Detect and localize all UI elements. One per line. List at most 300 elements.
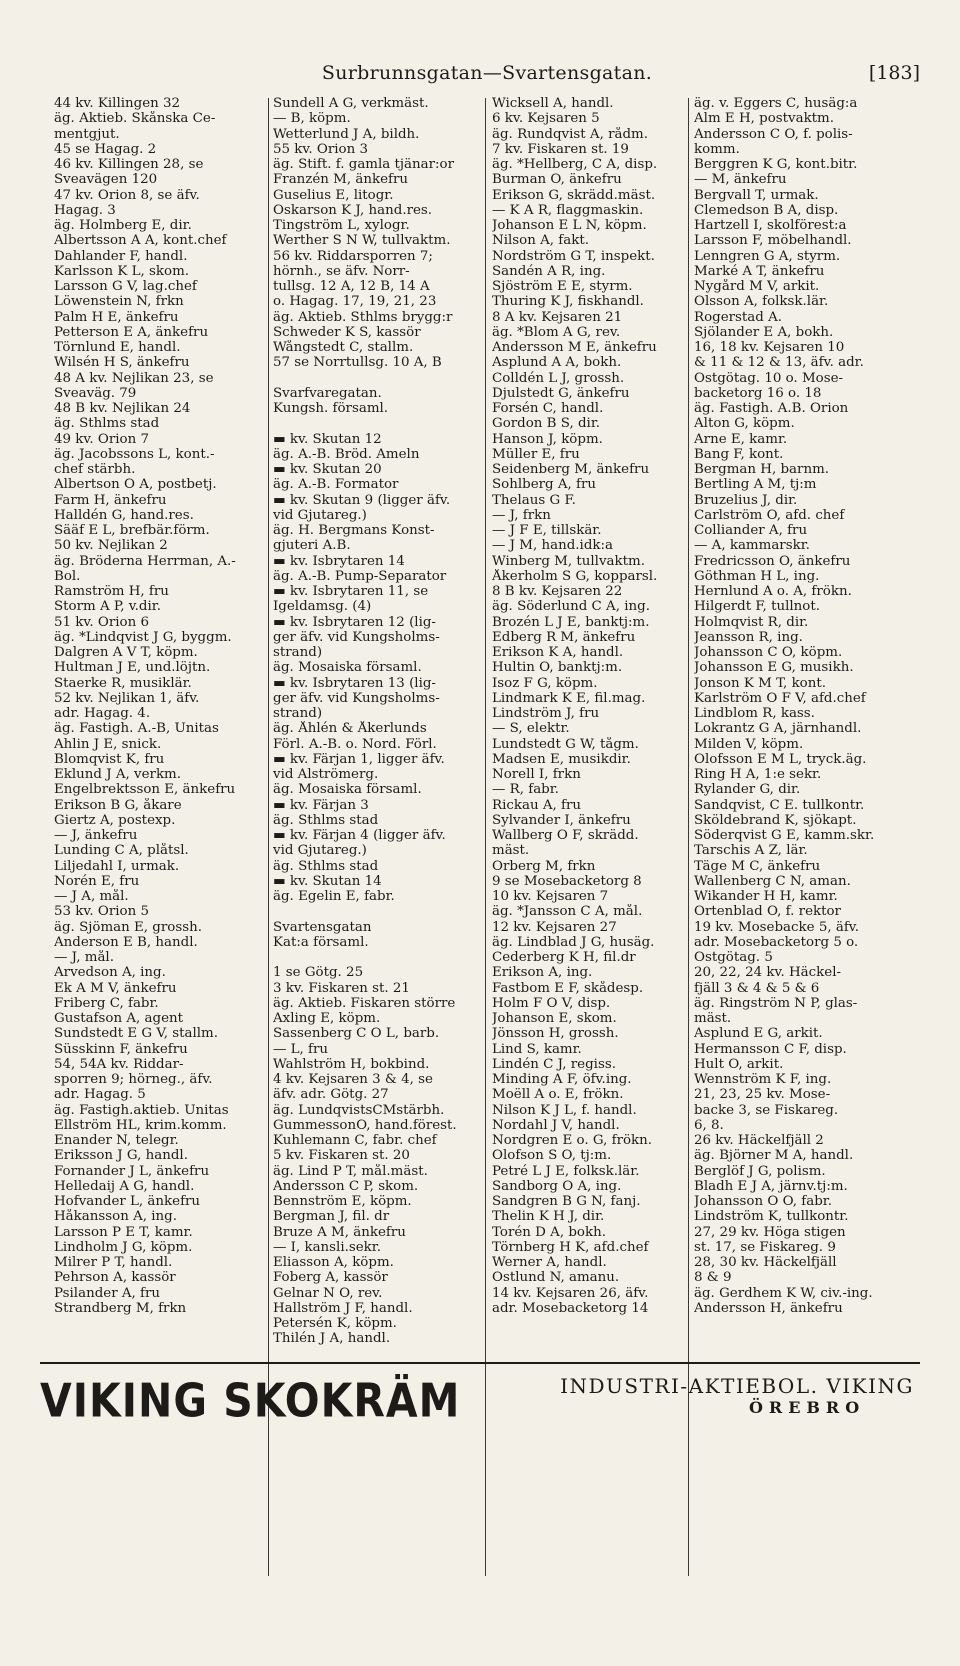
directory-line: Süsskinn F, änkefru xyxy=(54,1041,188,1057)
directory-line: Lindblom R, kass. xyxy=(694,706,815,721)
directory-line: Törnberg H K, afd.chef xyxy=(492,1239,649,1255)
directory-line: Minding A F, öfv.ing. xyxy=(492,1072,632,1087)
directory-line: Ring H A, 1:e sekr. xyxy=(694,767,822,782)
directory-line: Sääf E L, brefbär.förm. xyxy=(54,523,210,538)
directory-line: Hofvander L, änkefru xyxy=(54,1194,201,1209)
directory-line: Erikson K A, handl. xyxy=(492,645,624,660)
directory-line: Tarschis A Z, lär. xyxy=(694,843,808,859)
directory-line: Arvedson A, ing. xyxy=(54,965,166,981)
directory-line: Lindström J, fru xyxy=(492,706,600,721)
directory-line: Svartensgatan xyxy=(273,919,372,935)
directory-line: backe 3, se Fiskareg. xyxy=(694,1102,839,1118)
directory-line: Ellström HL, krim.komm. xyxy=(54,1117,227,1133)
directory-line: — R, fabr. xyxy=(492,782,559,798)
directory-line: Lindström K, tullkontr. xyxy=(694,1209,849,1225)
directory-line: ▬ kv. Färjan 4 (ligger äfv. xyxy=(273,828,446,843)
directory-line: Sandgren B G N, fanj. xyxy=(492,1194,641,1209)
directory-line: Thelaus G F. xyxy=(492,492,576,508)
directory-line: Fornander J L, änkefru xyxy=(54,1163,210,1179)
directory-line: Dalgren A V T, köpm. xyxy=(54,645,198,660)
directory-line: äg. Björner M A, handl. xyxy=(694,1148,854,1164)
directory-line: 6 kv. Kejsaren 5 xyxy=(492,111,600,127)
directory-line: Olsson A, folksk.lär. xyxy=(694,294,829,310)
directory-line: vid Alströmerg. xyxy=(273,767,379,782)
directory-line: äg. Fastigh. A.-B, Unitas xyxy=(54,721,219,737)
directory-line: 7 kv. Fiskaren st. 19 xyxy=(492,141,629,157)
directory-line: Hanson J, köpm. xyxy=(492,431,603,447)
directory-line: äg. Aktieb. Sthlms brygg:r xyxy=(273,309,453,325)
directory-line: Axling E, köpm. xyxy=(273,1011,381,1026)
directory-line: Söderqvist G E, kamm.skr. xyxy=(694,828,875,843)
directory-line: ▬ kv. Färjan 1, ligger äfv. xyxy=(273,751,445,767)
directory-line: Erikson G, skrädd.mäst. xyxy=(492,187,656,203)
directory-line: Hartzell I, skolförest:a xyxy=(694,218,847,233)
directory-line: äg. Sjöman E, grossh. xyxy=(54,919,202,935)
directory-line: mäst. xyxy=(492,843,530,859)
directory-line: ▬ kv. Isbrytaren 14 xyxy=(273,553,405,569)
directory-line: Torén D A, bokh. xyxy=(492,1224,606,1240)
directory-line: Göthman H L, ing. xyxy=(694,568,820,584)
directory-line: Örtenblad O, f. rektor xyxy=(694,904,841,920)
directory-line: adr. Hagag. 5 xyxy=(54,1087,146,1103)
directory-line: Svarfvaregatan. xyxy=(273,385,382,401)
directory-line: Larsson G V, lag.chef xyxy=(54,279,197,294)
directory-line: äg. Lindblad J G, husäg. xyxy=(492,934,655,950)
directory-line: Nordahl J V, handl. xyxy=(492,1117,620,1133)
directory-line: Sveaväg. 79 xyxy=(54,385,137,401)
directory-line: Petterson E A, änkefru xyxy=(54,324,209,340)
directory-line: Storm A P, v.dir. xyxy=(54,599,161,615)
directory-line: Sköldebrand K, sjökapt. xyxy=(694,812,857,828)
directory-line: Johansson E G, musikh. xyxy=(694,660,854,676)
directory-line: Andersson C P, skom. xyxy=(273,1178,419,1194)
directory-line: — J, änkefru xyxy=(54,828,138,843)
directory-line: Johanson E L N, köpm. xyxy=(492,218,647,233)
directory-line: sporren 9; hörneg., äfv. xyxy=(54,1072,213,1087)
directory-line: Bergvall T, urmak. xyxy=(694,187,819,203)
directory-line: — J M, hand.idk:a xyxy=(492,538,614,554)
directory-line: & 11 & 12 & 13, äfv. adr. xyxy=(694,355,864,371)
directory-line: gjuteri A.B. xyxy=(273,538,351,554)
directory-line: Karlström O F V, afd.chef xyxy=(694,690,866,706)
directory-line: Madsen E, musikdir. xyxy=(492,751,631,767)
directory-line: Holm F O V, disp. xyxy=(492,995,611,1011)
directory-line: Sveavägen 120 xyxy=(54,172,158,188)
directory-line: Albertson O A, postbetj. xyxy=(54,477,217,493)
directory-line: Sjöström E E, styrm. xyxy=(492,279,633,294)
directory-line: äg. Holmberg E, dir. xyxy=(54,218,192,233)
directory-line: Karlsson K L, skom. xyxy=(54,263,190,279)
directory-line: Fastbom E F, skådesp. xyxy=(492,980,644,996)
directory-line: 8 A kv. Kejsaren 21 xyxy=(492,309,623,325)
directory-line: 8 B kv. Kejsaren 22 xyxy=(492,584,623,599)
directory-line: 4 kv. Kejsaren 3 & 4, se xyxy=(273,1072,433,1087)
directory-line: — J, frkn xyxy=(492,507,551,523)
directory-line: Gelnar N O, rev. xyxy=(273,1285,383,1301)
directory-line: — I, kansli.sekr. xyxy=(273,1239,381,1255)
directory-line: 54, 54A kv. Riddar- xyxy=(54,1056,184,1072)
directory-line: Wallenberg C N, aman. xyxy=(694,873,851,889)
directory-line: Eriksson J G, handl. xyxy=(54,1148,188,1164)
directory-line: Bennström E, köpm. xyxy=(273,1194,412,1209)
directory-line: Erikson A, ing. xyxy=(492,965,593,981)
directory-line: äg. Bröderna Herrman, A.- xyxy=(54,553,236,569)
directory-line: äg. Lind P T, mål.mäst. xyxy=(273,1163,428,1179)
directory-line: Engelbrektsson E, änkefru xyxy=(54,782,236,798)
directory-line: Wahlström H, bokbind. xyxy=(273,1056,430,1072)
directory-line: äfv. adr. Götg. 27 xyxy=(273,1087,389,1103)
directory-line: Forsén C, handl. xyxy=(492,401,604,416)
directory-line: Östlund N, amanu. xyxy=(492,1270,620,1286)
directory-line: Alton G, köpm. xyxy=(694,416,795,432)
directory-line: äg. Söderlund C A, ing. xyxy=(492,599,650,615)
directory-line: äg. Aktieb. Skånska Ce- xyxy=(54,111,216,127)
directory-line: äg. Mosaiska församl. xyxy=(273,782,422,798)
directory-line: Foberg A, kassör xyxy=(273,1270,388,1286)
directory-line: 50 kv. Nejlikan 2 xyxy=(54,538,168,554)
column-1 xyxy=(54,96,262,1316)
directory-line: Törnlund E, handl. xyxy=(54,340,181,355)
directory-line: Colldén L J, grossh. xyxy=(492,370,625,386)
directory-line: Thuring K J, fiskhandl. xyxy=(492,294,644,310)
directory-line: Ek A M V, änkefru xyxy=(54,980,177,996)
directory-line: Bergman J, fil. dr xyxy=(273,1209,390,1225)
directory-line: Milden V, köpm. xyxy=(694,736,804,752)
directory-line: Werther S N W, tullvaktm. xyxy=(273,233,451,249)
page-title: Surbrunnsgatan—Svartensgatan. xyxy=(321,62,653,84)
ad-company-name: INDUSTRI-AKTIEBOL. VIKING xyxy=(560,1374,914,1398)
directory-line: ▬ kv. Isbrytaren 11, se xyxy=(273,584,429,599)
directory-line: Berggren K G, kont.bitr. xyxy=(694,157,858,172)
directory-line: äg. Egelin E, fabr. xyxy=(273,889,395,904)
directory-line: Bol. xyxy=(54,568,81,584)
directory-line: 19 kv. Mosebacke 5, äfv. xyxy=(694,919,860,935)
advertisement-divider xyxy=(40,1362,920,1364)
ad-city: ÖREBRO xyxy=(748,1398,866,1417)
directory-line: Nilson A, fakt. xyxy=(492,233,589,249)
running-head xyxy=(54,62,920,90)
directory-line: äg. Sthlms stad xyxy=(273,812,379,828)
directory-line: Eklund J A, verkm. xyxy=(54,767,182,782)
directory-line: Edberg R M, änkefru xyxy=(492,629,636,645)
directory-line: Wicksell A, handl. xyxy=(492,96,614,111)
directory-line: Kat:a församl. xyxy=(273,934,369,950)
directory-line: 47 kv. Orion 8, se äfv. xyxy=(54,187,200,203)
directory-line: äg. *Blom A G, rev. xyxy=(492,324,621,340)
directory-line: ▬ kv. Skutan 12 xyxy=(273,431,382,447)
directory-line: 16, 18 kv. Kejsaren 10 xyxy=(694,340,845,355)
directory-line: Nilson K J L, f. handl. xyxy=(492,1102,637,1118)
column-3 xyxy=(492,96,700,1316)
directory-line: äg. Aktieb. Fiskaren större xyxy=(273,995,456,1011)
directory-line: 56 kv. Riddarsporren 7; xyxy=(273,248,433,264)
directory-line: Andersson C O, f. polis- xyxy=(694,126,853,142)
directory-line: Täge M C, änkefru xyxy=(694,858,821,874)
column-4 xyxy=(694,96,916,1316)
directory-line: Håkansson A, ing. xyxy=(54,1209,177,1225)
directory-line: Jonson K M T, kont. xyxy=(694,675,827,691)
directory-line: 27, 29 kv. Höga stigen xyxy=(694,1224,846,1240)
directory-line: Bruzelius J, dir. xyxy=(694,492,798,508)
directory-line: Wallberg O F, skrädd. xyxy=(492,828,639,843)
directory-line: Petersén K, köpm. xyxy=(273,1316,397,1331)
directory-line: Kuhlemann C, fabr. chef xyxy=(273,1133,437,1148)
directory-line xyxy=(273,950,481,965)
directory-line: Sundstedt E G V, stallm. xyxy=(54,1026,218,1042)
directory-line: äg. *Jansson C A, mål. xyxy=(492,904,643,920)
directory-line: 8 & 9 xyxy=(694,1270,732,1286)
directory-line: Giertz A, postexp. xyxy=(54,812,176,828)
directory-line: Sylvander I, änkefru xyxy=(492,812,631,828)
directory-line: Lind S, kamr. xyxy=(492,1041,582,1057)
directory-line: Müller E, fru xyxy=(492,446,580,462)
directory-line: Lindmark K E, fil.mag. xyxy=(492,690,646,706)
directory-line: Halldén G, hand.res. xyxy=(54,507,194,523)
page-number: [183] xyxy=(868,62,920,84)
directory-line: adr. Mosebacketorg 14 xyxy=(492,1300,649,1316)
directory-line: Hermansson C F, disp. xyxy=(694,1041,847,1057)
directory-line: Alm E H, postvaktm. xyxy=(694,111,835,127)
directory-line: Thilén J A, handl. xyxy=(273,1331,391,1347)
directory-line: Eliasson A, köpm. xyxy=(273,1255,394,1270)
directory-line: Nygård M V, arkit. xyxy=(694,279,820,294)
directory-line: Anderson E B, handl. xyxy=(54,934,198,950)
directory-line: Åkerholm S G, kopparsl. xyxy=(492,568,658,584)
directory-line: Jönsson H, grossh. xyxy=(492,1026,619,1042)
directory-line: 26 kv. Häckelfjäll 2 xyxy=(694,1133,824,1148)
directory-line: Thelin K H J, dir. xyxy=(492,1209,605,1225)
directory-line: 14 kv. Kejsaren 26, äfv. xyxy=(492,1285,649,1301)
directory-line: 48 A kv. Nejlikan 23, se xyxy=(54,370,214,386)
directory-line: Bertling A M, tj:m xyxy=(694,477,817,493)
directory-line: äg. Jacobssons L, kont.- xyxy=(54,446,215,462)
directory-line: Milrer P T, handl. xyxy=(54,1255,173,1270)
directory-line: — K A R, flaggmaskin. xyxy=(492,202,644,218)
directory-line: Lunding C A, plåtsl. xyxy=(54,843,189,859)
directory-line: Lindén C J, regiss. xyxy=(492,1056,616,1072)
directory-line: Örberg M, frkn xyxy=(492,858,596,874)
directory-line: 55 kv. Orion 3 xyxy=(273,141,369,157)
directory-line: Johanson E, skom. xyxy=(492,1011,617,1026)
directory-line: Johansson C O, köpm. xyxy=(694,645,843,660)
directory-line: Bergman H, barnm. xyxy=(694,462,830,477)
directory-line: 10 kv. Kejsaren 7 xyxy=(492,889,609,904)
directory-line: Marké A T, änkefru xyxy=(694,263,825,279)
directory-line: tullsg. 12 A, 12 B, 14 A xyxy=(273,279,430,294)
directory-line: Rogerstad A. xyxy=(694,309,783,325)
directory-line: Guselius E, litogr. xyxy=(273,187,394,203)
directory-line: Isoz F G, köpm. xyxy=(492,675,598,691)
directory-line: Johansson O O, fabr. xyxy=(694,1194,832,1209)
directory-line: vid Gjutareg.) xyxy=(273,507,367,523)
directory-line xyxy=(273,416,481,431)
directory-line: Psilander A, fru xyxy=(54,1285,161,1301)
directory-line: äg. *Lindqvist J G, byggm. xyxy=(54,629,232,645)
directory-line: 57 se Norrtullsg. 10 A, B xyxy=(273,355,442,371)
column-2 xyxy=(273,96,481,1347)
directory-line: Norén E, fru xyxy=(54,873,140,889)
directory-line: chef stärbh. xyxy=(54,462,136,477)
ad-company-block xyxy=(560,1374,914,1417)
directory-line: ▬ kv. Färjan 3 xyxy=(273,797,369,813)
directory-line: hörnh., se äfv. Norr- xyxy=(273,263,410,279)
directory-line: Fredricsson O, änkefru xyxy=(694,553,851,569)
directory-line: Enander N, telegr. xyxy=(54,1133,179,1148)
directory-line: äg. H. Bergmans Konst- xyxy=(273,523,435,538)
directory-line: Hallström J F, handl. xyxy=(273,1300,413,1316)
directory-line: Lenngren G A, styrm. xyxy=(694,248,841,264)
directory-line: Igeldamsg. (4) xyxy=(273,599,372,615)
directory-line: ▬ kv. Skutan 9 (ligger äfv. xyxy=(273,492,451,508)
directory-line: Petré L J E, folksk.lär. xyxy=(492,1163,640,1179)
advertisement xyxy=(40,1368,920,1432)
directory-line: Norell I, frkn xyxy=(492,767,581,782)
directory-line: ger äfv. vid Kungsholms- xyxy=(273,690,440,706)
directory-line: Dahlander F, handl. xyxy=(54,248,188,264)
directory-line: Colliander A, fru xyxy=(694,523,808,538)
directory-line: vid Gjutareg.) xyxy=(273,843,367,859)
directory-line: — J F E, tillskär. xyxy=(492,523,602,538)
directory-line: 48 B kv. Nejlikan 24 xyxy=(54,401,191,416)
directory-line: Sandqvist, C E. tullkontr. xyxy=(694,797,865,813)
directory-line: Berglöf J G, polism. xyxy=(694,1163,826,1179)
directory-line: ▬ kv. Isbrytaren 12 (lig- xyxy=(273,614,436,630)
directory-line: Palm H E, änkefru xyxy=(54,309,179,325)
directory-line: Tingström L, xylogr. xyxy=(273,218,410,233)
directory-line: Rickau A, fru xyxy=(492,797,582,813)
directory-line: — L, fru xyxy=(273,1041,329,1057)
directory-line: äg. Fastigh.aktieb. Unitas xyxy=(54,1102,229,1118)
ad-brand: VIKING SKOKRÄM xyxy=(40,1374,461,1428)
directory-line: 44 kv. Killingen 32 xyxy=(54,96,181,111)
directory-line: Löwenstein N, frkn xyxy=(54,294,184,310)
directory-line: Pehrson A, kassör xyxy=(54,1270,176,1286)
directory-line: äg. A.-B. Pump-Separator xyxy=(273,568,447,584)
directory-line: komm. xyxy=(694,141,740,157)
directory-line: Farm H, änkefru xyxy=(54,492,167,508)
directory-line: ▬ kv. Isbrytaren 13 (lig- xyxy=(273,675,436,691)
directory-line: o. Hagag. 17, 19, 21, 23 xyxy=(273,294,437,310)
directory-line: Hilgerdt F, tullnot. xyxy=(694,599,820,615)
directory-line: Burman O, änkefru xyxy=(492,172,622,188)
directory-line: — J, mål. xyxy=(54,950,114,965)
directory-line: Asplund E G, arkit. xyxy=(694,1026,823,1042)
directory-line: Holmqvist R, dir. xyxy=(694,614,809,630)
directory-line: Olofson S O, tj:m. xyxy=(492,1148,612,1164)
directory-line: Hernlund A o. A, frökn. xyxy=(694,584,852,599)
directory-line: 51 kv. Orion 6 xyxy=(54,614,150,630)
directory-line: äg. Sthlms stad xyxy=(273,858,379,874)
directory-line: Andersson M E, änkefru xyxy=(492,340,657,355)
directory-line: Strandberg M, frkn xyxy=(54,1300,187,1316)
directory-line: 49 kv. Orion 7 xyxy=(54,431,150,447)
directory-line: Olofsson E M L, tryck.äg. xyxy=(694,751,867,767)
directory-line xyxy=(273,371,481,386)
directory-line: ger äfv. vid Kungsholms- xyxy=(273,629,440,645)
directory-line: Brozén L J E, banktj:m. xyxy=(492,614,650,630)
directory-line: Wikander H H, kamr. xyxy=(694,889,838,904)
directory-line: — B, köpm. xyxy=(273,111,351,127)
directory-line: Hultin O, banktj:m. xyxy=(492,660,623,676)
directory-line: Nordström G T, inspekt. xyxy=(492,248,655,264)
directory-line: Nordgren E o. G, frökn. xyxy=(492,1133,653,1148)
directory-line: 5 kv. Fiskaren st. 20 xyxy=(273,1148,410,1164)
directory-line: 28, 30 kv. Häckelfjäll xyxy=(694,1255,837,1270)
directory-line: Blomqvist K, fru xyxy=(54,751,165,767)
directory-line: Arne E, kamr. xyxy=(694,431,788,447)
directory-line: 53 kv. Orion 5 xyxy=(54,904,150,920)
directory-line: Djulstedt G, änkefru xyxy=(492,385,630,401)
directory-line: Bladh E J A, järnv.tj:m. xyxy=(694,1178,848,1194)
directory-line: Cederberg K H, fil.dr xyxy=(492,950,636,965)
directory-line: Kungsh. församl. xyxy=(273,401,389,416)
directory-line: Oskarson K J, hand.res. xyxy=(273,202,433,218)
directory-line: Larsson P E T, kamr. xyxy=(54,1224,193,1240)
directory-line: Östgötag. 10 o. Mose- xyxy=(694,370,844,386)
directory-line: Förl. A.-B. o. Nord. Förl. xyxy=(273,736,437,752)
directory-line: Östgötag. 5 xyxy=(694,950,773,965)
directory-line: 9 se Mosebacketorg 8 xyxy=(492,873,642,889)
directory-line: 46 kv. Killingen 28, se xyxy=(54,157,204,172)
directory-line: äg. LundqvistsCMstärbh. xyxy=(273,1102,445,1118)
directory-line: Hult O, arkit. xyxy=(694,1056,784,1072)
directory-line: Werner A, handl. xyxy=(492,1255,607,1270)
directory-line xyxy=(273,904,481,919)
directory-line: strand) xyxy=(273,706,323,721)
directory-line: äg. Sthlms stad xyxy=(54,416,160,432)
directory-line: 45 se Hagag. 2 xyxy=(54,141,157,157)
directory-line: Lokrantz G A, järnhandl. xyxy=(694,721,862,737)
directory-line: 6, 8. xyxy=(694,1117,724,1133)
directory-line: 3 kv. Fiskaren st. 21 xyxy=(273,980,410,996)
directory-line: Wångstedt C, stallm. xyxy=(273,340,414,355)
directory-line: äg. A.-B. Bröd. Ameln xyxy=(273,446,420,462)
directory-line: Schweder K S, kassör xyxy=(273,324,421,340)
directory-line: Winberg M, tullvaktm. xyxy=(492,553,645,569)
directory-line: Wennström K F, ing. xyxy=(694,1072,832,1087)
directory-line: Ramström H, fru xyxy=(54,584,169,599)
directory-line: — J A, mål. xyxy=(54,889,129,904)
directory-line: Rylander G, dir. xyxy=(694,782,801,798)
directory-line: äg. Rundqvist A, rådm. xyxy=(492,126,648,142)
directory-line: fjäll 3 & 4 & 5 & 6 xyxy=(694,980,820,996)
directory-line: st. 17, se Fiskareg. 9 xyxy=(694,1239,836,1255)
directory-line: Sandborg O A, ing. xyxy=(492,1178,622,1194)
directory-line: äg. Ringström N P, glas- xyxy=(694,995,858,1011)
directory-line: 20, 22, 24 kv. Häckel- xyxy=(694,965,842,981)
directory-line: strand) xyxy=(273,645,323,660)
directory-line: backetorg 16 o. 18 xyxy=(694,385,822,401)
directory-line: äg. *Hellberg, C A, disp. xyxy=(492,157,658,172)
directory-line: adr. Mosebacketorg 5 o. xyxy=(694,934,859,950)
directory-line: Erikson B G, åkare xyxy=(54,797,182,813)
directory-line: äg. Stift. f. gamla tjänar:or xyxy=(273,157,455,172)
directory-line: Clemedson B A, disp. xyxy=(694,202,839,218)
directory-line: Carlström O, afd. chef xyxy=(694,507,845,523)
directory-line: Asplund A A, bokh. xyxy=(492,355,622,371)
directory-line: mentgjut. xyxy=(54,126,120,142)
directory-line: ▬ kv. Skutan 20 xyxy=(273,462,382,477)
directory-line: mäst. xyxy=(694,1011,732,1026)
directory-line: Seidenberg M, änkefru xyxy=(492,462,650,477)
directory-line: Lindholm J G, köpm. xyxy=(54,1239,193,1255)
directory-line: Larsson F, möbelhandl. xyxy=(694,233,852,249)
directory-line: äg. A.-B. Formator xyxy=(273,477,399,493)
directory-line: Hultman J E, und.löjtn. xyxy=(54,660,211,676)
directory-line: Lundstedt G W, tågm. xyxy=(492,736,639,752)
directory-line: Moëll A o. E, frökn. xyxy=(492,1087,624,1103)
directory-line: Bang F, kont. xyxy=(694,446,784,462)
